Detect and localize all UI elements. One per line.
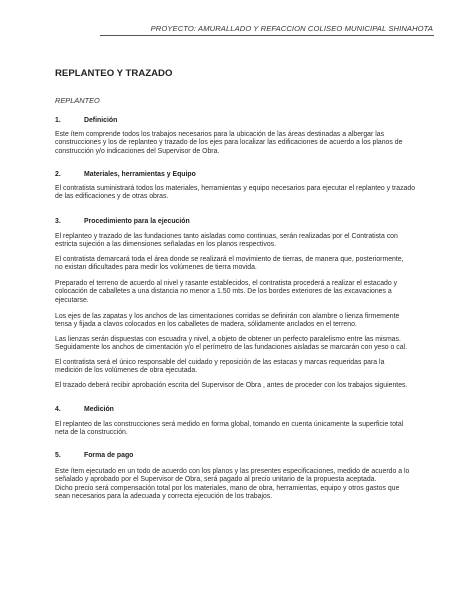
text-line: El replanteo de las construcciones será medido en forma global, tomando en cuenta únicamente la superficie total bbox=[55, 421, 404, 428]
section-number: 2. bbox=[55, 171, 61, 178]
document-title: REPLANTEO Y TRAZADO bbox=[55, 68, 173, 79]
section-heading bbox=[55, 171, 434, 179]
paragraph bbox=[55, 256, 434, 273]
section-number: 3. bbox=[55, 218, 61, 225]
section-title: Definición bbox=[84, 117, 118, 124]
section-title: Procedimiento para la ejecución bbox=[84, 218, 190, 225]
text-line: Las lienzas serán dispuestas con escuadra y nivel, a objeto de obtener un perfecto paralelismo entre las mismas. bbox=[55, 336, 401, 343]
text-line: sean necesarios para la adecuada y correcta ejecución de los trabajos. bbox=[55, 493, 273, 501]
section-number: 1. bbox=[55, 117, 61, 124]
text-line: El trazado deberá recibir aprobación escrita del Supervisor de Obra , antes de proceder con los trabajos siguientes. bbox=[55, 382, 408, 389]
paragraph bbox=[55, 185, 434, 202]
paragraph bbox=[55, 280, 434, 305]
text-line: de las edificaciones y de otras obras. bbox=[55, 193, 169, 201]
paragraph bbox=[55, 233, 434, 250]
text-line: Este ítem ejecutado en un todo de acuerdo con los planos y las presentes especificaciones, medido de acuerdo a lo bbox=[55, 468, 410, 475]
section-number: 4. bbox=[55, 406, 61, 413]
header-rule bbox=[100, 35, 434, 36]
text-line: neta de la construcción. bbox=[55, 429, 128, 437]
section-heading bbox=[55, 452, 434, 460]
project-header: PROYECTO: AMURALLADO Y REFACCION COLISEO MUNICIPAL SHINAHOTA bbox=[150, 24, 433, 33]
paragraph bbox=[55, 313, 434, 330]
text-line: El contratista demarcará toda el área donde se realizará el movimiento de tierras, de manera que, posteriormente, bbox=[55, 256, 404, 263]
section-heading bbox=[55, 117, 434, 125]
text-line: construcción y/o indicaciones del Supervisor de Obra. bbox=[55, 147, 220, 155]
paragraph bbox=[55, 336, 434, 353]
paragraph bbox=[55, 421, 434, 438]
section-title: Forma de pago bbox=[84, 452, 134, 459]
section-title: Materiales, herramientas y Equipo bbox=[84, 171, 196, 178]
document-subtitle: REPLANTEO bbox=[55, 96, 100, 105]
text-line: estricta sujeción a las dimensiones señaladas en los planos respectivos. bbox=[55, 241, 277, 249]
text-line: medición de los volúmenes de obra ejecutada. bbox=[55, 367, 198, 375]
section-number: 5. bbox=[55, 452, 61, 459]
paragraph bbox=[55, 468, 434, 502]
text-line: Seguidamente los anchos de cimentación y/o el perímetro de las fundaciones aisladas se marcarán con yeso o cal. bbox=[55, 344, 408, 352]
section-definicion bbox=[55, 117, 434, 125]
text-line: El contratista será el único responsable del cuidado y reposición de las estacas y marcas requeridas para la bbox=[55, 359, 385, 366]
text-line: no existan dificultades para medir los volúmenes de tierra movida. bbox=[55, 264, 257, 272]
section-title: Medición bbox=[84, 406, 114, 413]
text-line: El contratista suministrará todos los materiales, herramientas y equipo necesarios para ejecutar el replanteo y trazado bbox=[55, 185, 416, 192]
section-heading bbox=[55, 406, 434, 414]
paragraph bbox=[55, 382, 434, 390]
text-line: ejecutarse. bbox=[55, 296, 89, 304]
text-line: señalado y aprobado por el Supervisor de Obra, será pagado al precio unitario de la propuesta aceptada. bbox=[55, 476, 377, 484]
text-line: colocación de caballetes a una distancia no menor a 1.50 mts. De los bordes exteriores de las excavaciones a bbox=[55, 288, 392, 296]
text-line: Preparado el terreno de acuerdo al nivel y rasante establecidos, el contratista procederá a realizar el estacado y bbox=[55, 280, 398, 287]
paragraph bbox=[55, 359, 434, 376]
section-procedimiento bbox=[55, 218, 434, 226]
text-line: Los ejes de las zapatas y los anchos de las cimentaciones corridas se definirán con alambre o lienza firmemente bbox=[55, 313, 400, 320]
section-heading bbox=[55, 218, 434, 226]
section-medicion bbox=[55, 406, 434, 414]
text-line: Este ítem comprende todos los trabajos necesarios para la ubicación de las áreas destinadas a albergar las bbox=[55, 131, 385, 138]
text-line: construcciones y los de replanteo y trazado de los ejes para localizar las edificaciones de acuerdo a los planos de bbox=[55, 139, 403, 147]
section-forma-de-pago bbox=[55, 452, 434, 460]
paragraph bbox=[55, 131, 434, 156]
text-line: El replanteo y trazado de las fundaciones tanto aisladas como continuas, serán realizadas por el Contratista con bbox=[55, 233, 398, 240]
text-line: Dicho precio será compensación total por los materiales, mano de obra, herramientas, equipo y otros gastos que bbox=[55, 484, 400, 492]
text-line: tensa y fijada a clavos colocados en los caballetes de madera, sólidamente anclados en el terreno. bbox=[55, 321, 357, 329]
section-materiales bbox=[55, 171, 434, 179]
